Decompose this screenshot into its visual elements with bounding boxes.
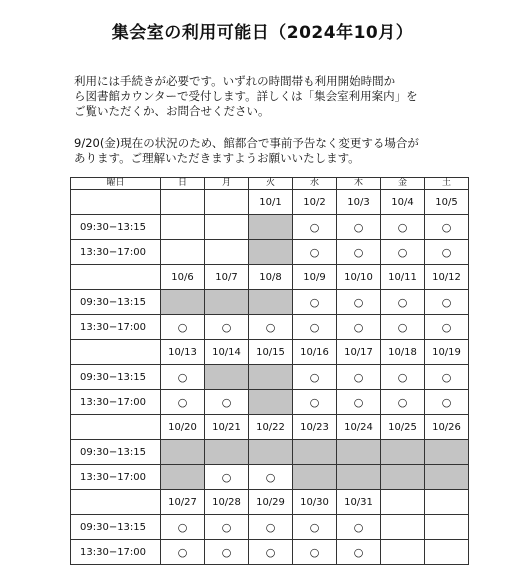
time-slot-row: [71, 540, 469, 565]
available-cell: ○: [337, 390, 381, 415]
unavailable-cell: [425, 465, 469, 490]
available-cell: ○: [205, 540, 249, 565]
unavailable-cell: [205, 290, 249, 315]
time-slot-label: 13:30−17:00: [71, 465, 161, 490]
available-cell: ○: [249, 465, 293, 490]
date-cell: 10/4: [381, 190, 425, 215]
available-cell: ○: [293, 515, 337, 540]
date-cell: [425, 490, 469, 515]
week-date-row: [71, 340, 469, 365]
unavailable-cell: [381, 465, 425, 490]
date-row-label-cell: [71, 190, 161, 215]
available-cell: ○: [425, 290, 469, 315]
date-cell: 10/24: [337, 415, 381, 440]
available-cell: ○: [293, 315, 337, 340]
available-cell: ○: [161, 365, 205, 390]
usage-notice: [74, 74, 474, 119]
time-slot-row: [71, 390, 469, 415]
unavailable-cell: [161, 290, 205, 315]
available-cell: ○: [293, 365, 337, 390]
week-date-row: [71, 415, 469, 440]
unavailable-cell: [293, 440, 337, 465]
empty-cell: [425, 515, 469, 540]
time-slot-row: [71, 365, 469, 390]
time-slot-row: [71, 465, 469, 490]
available-cell: ○: [337, 515, 381, 540]
available-cell: ○: [205, 390, 249, 415]
date-cell: 10/22: [249, 415, 293, 440]
date-cell: 10/6: [161, 265, 205, 290]
date-cell: 10/28: [205, 490, 249, 515]
date-cell: 10/27: [161, 490, 205, 515]
available-cell: ○: [293, 540, 337, 565]
available-cell: ○: [249, 515, 293, 540]
available-cell: ○: [205, 315, 249, 340]
available-cell: ○: [425, 315, 469, 340]
time-slot-label: 09:30−13:15: [71, 515, 161, 540]
available-cell: ○: [337, 240, 381, 265]
empty-cell: [205, 240, 249, 265]
time-slot-label: 13:30−17:00: [71, 240, 161, 265]
unavailable-cell: [337, 440, 381, 465]
weekday-header: 水: [293, 178, 337, 190]
notice-line: ら図書館カウンターで受付します。詳しくは「集会室利用案内」を: [74, 89, 418, 103]
weekday-header: 火: [249, 178, 293, 190]
time-slot-label: 13:30−17:00: [71, 540, 161, 565]
empty-cell: [161, 240, 205, 265]
empty-cell: [381, 540, 425, 565]
date-cell: 10/15: [249, 340, 293, 365]
date-row-label-cell: [71, 265, 161, 290]
available-cell: ○: [293, 290, 337, 315]
date-cell: 10/30: [293, 490, 337, 515]
weekday-header: 土: [425, 178, 469, 190]
unavailable-cell: [249, 215, 293, 240]
available-cell: ○: [161, 515, 205, 540]
date-cell: 10/14: [205, 340, 249, 365]
date-cell: 10/26: [425, 415, 469, 440]
weekday-header: 月: [205, 178, 249, 190]
date-cell: 10/16: [293, 340, 337, 365]
empty-cell: [161, 215, 205, 240]
weekday-header: 金: [381, 178, 425, 190]
available-cell: ○: [249, 315, 293, 340]
available-cell: ○: [161, 315, 205, 340]
notice-line: 利用には手続きが必要です。いずれの時間帯も利用開始時間か: [74, 74, 396, 88]
empty-cell: [425, 540, 469, 565]
date-cell: 10/23: [293, 415, 337, 440]
week-date-row: [71, 190, 469, 215]
time-slot-row: [71, 215, 469, 240]
unavailable-cell: [337, 465, 381, 490]
unavailable-cell: [161, 465, 205, 490]
time-slot-label: 13:30−17:00: [71, 315, 161, 340]
time-slot-label: 13:30−17:00: [71, 390, 161, 415]
unavailable-cell: [205, 440, 249, 465]
date-cell: 10/2: [293, 190, 337, 215]
available-cell: ○: [425, 365, 469, 390]
notice-line: ご覧いただくか、お問合せください。: [74, 104, 270, 118]
available-cell: ○: [293, 215, 337, 240]
available-cell: ○: [161, 390, 205, 415]
unavailable-cell: [249, 440, 293, 465]
date-cell: 10/25: [381, 415, 425, 440]
weekday-header: 木: [337, 178, 381, 190]
available-cell: ○: [381, 365, 425, 390]
available-cell: ○: [381, 240, 425, 265]
date-cell: 10/3: [337, 190, 381, 215]
time-slot-label: 09:30−13:15: [71, 290, 161, 315]
date-cell: 10/17: [337, 340, 381, 365]
unavailable-cell: [381, 440, 425, 465]
date-cell: 10/11: [381, 265, 425, 290]
unavailable-cell: [249, 240, 293, 265]
date-cell: [381, 490, 425, 515]
available-cell: ○: [381, 390, 425, 415]
date-cell: 10/21: [205, 415, 249, 440]
time-slot-row: [71, 240, 469, 265]
weekday-header: 曜日: [71, 178, 161, 190]
date-cell: 10/7: [205, 265, 249, 290]
available-cell: ○: [161, 540, 205, 565]
date-cell: 10/9: [293, 265, 337, 290]
available-cell: ○: [293, 240, 337, 265]
date-cell: [205, 190, 249, 215]
available-cell: ○: [337, 315, 381, 340]
unavailable-cell: [425, 440, 469, 465]
date-cell: 10/18: [381, 340, 425, 365]
date-row-label-cell: [71, 490, 161, 515]
unavailable-cell: [293, 465, 337, 490]
date-cell: 10/13: [161, 340, 205, 365]
date-row-label-cell: [71, 340, 161, 365]
date-cell: 10/8: [249, 265, 293, 290]
date-row-label-cell: [71, 415, 161, 440]
availability-calendar: [70, 177, 469, 565]
date-cell: 10/12: [425, 265, 469, 290]
unavailable-cell: [205, 365, 249, 390]
unavailable-cell: [249, 390, 293, 415]
time-slot-row: [71, 290, 469, 315]
status-notice: [74, 136, 474, 166]
weekday-header: 日: [161, 178, 205, 190]
weekday-header-row: [71, 178, 469, 190]
available-cell: ○: [425, 240, 469, 265]
available-cell: ○: [337, 540, 381, 565]
time-slot-row: [71, 315, 469, 340]
date-cell: 10/31: [337, 490, 381, 515]
available-cell: ○: [381, 215, 425, 240]
time-slot-label: 09:30−13:15: [71, 440, 161, 465]
available-cell: ○: [425, 390, 469, 415]
unavailable-cell: [249, 290, 293, 315]
week-date-row: [71, 265, 469, 290]
available-cell: ○: [293, 390, 337, 415]
empty-cell: [205, 215, 249, 240]
empty-cell: [381, 515, 425, 540]
time-slot-label: 09:30−13:15: [71, 215, 161, 240]
available-cell: ○: [337, 215, 381, 240]
available-cell: ○: [425, 215, 469, 240]
available-cell: ○: [205, 465, 249, 490]
available-cell: ○: [381, 290, 425, 315]
unavailable-cell: [161, 440, 205, 465]
time-slot-row: [71, 515, 469, 540]
unavailable-cell: [249, 365, 293, 390]
status-line: あります。ご理解いただきますようお願いいたします。: [74, 151, 360, 165]
date-cell: [161, 190, 205, 215]
available-cell: ○: [337, 290, 381, 315]
date-cell: 10/1: [249, 190, 293, 215]
available-cell: ○: [381, 315, 425, 340]
date-cell: 10/20: [161, 415, 205, 440]
date-cell: 10/10: [337, 265, 381, 290]
time-slot-row: [71, 440, 469, 465]
week-date-row: [71, 490, 469, 515]
available-cell: ○: [249, 540, 293, 565]
available-cell: ○: [337, 365, 381, 390]
available-cell: ○: [205, 515, 249, 540]
date-cell: 10/5: [425, 190, 469, 215]
status-line: 9/20(金)現在の状況のため、館都合で事前予告なく変更する場合が: [74, 136, 419, 150]
time-slot-label: 09:30−13:15: [71, 365, 161, 390]
date-cell: 10/19: [425, 340, 469, 365]
date-cell: 10/29: [249, 490, 293, 515]
page-title: 集会室の利用可能日（2024年10月）: [111, 23, 414, 43]
